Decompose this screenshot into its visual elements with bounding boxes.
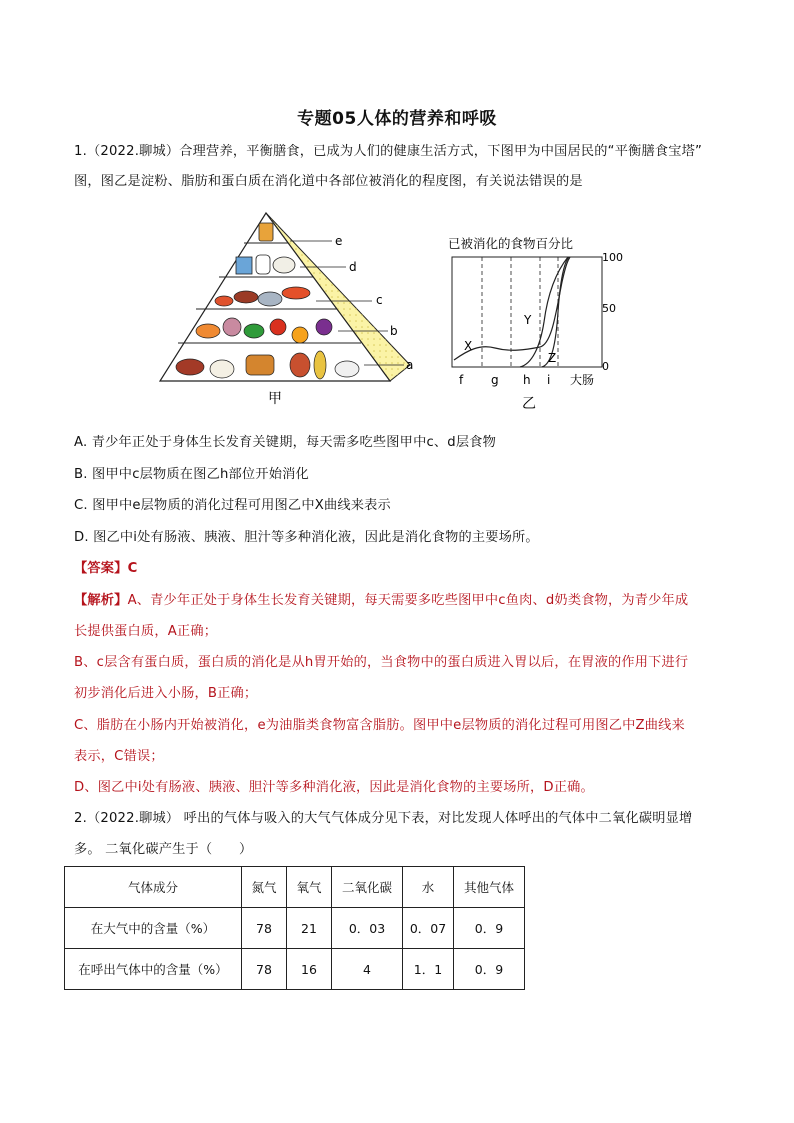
table-header-row — [65, 867, 525, 908]
figure-b-caption: 乙 — [522, 396, 536, 412]
table-header-cell: 二氧化碳 — [332, 867, 403, 908]
table-cell: 在大气中的含量（%） — [65, 908, 242, 949]
y-tick-0: 0 — [602, 360, 609, 373]
q2-stem-line1: 2.（2022.聊城） 呼出的气体与吸入的大气气体成分见下表，对比发现人体呼出的气体中二氧化碳明显增 — [74, 811, 693, 826]
x-tick-h: h — [523, 373, 531, 387]
q1-analysis-line1: 【解析】A、青少年正处于身体生长发育关键期，每天需要多吃些图甲中c鱼肉、d奶类食物，为青少年成 — [74, 593, 689, 608]
table-header-cell: 氧气 — [287, 867, 332, 908]
table-cell: 16 — [287, 949, 332, 990]
digestion-chart-figure — [440, 232, 630, 412]
table-cell: 0．03 — [332, 908, 403, 949]
q1-analysis-line7: D、图乙中i处有肠液、胰液、胆汁等多种消化液，因此是消化食物的主要场所，D正确。 — [74, 780, 594, 795]
pyramid-label-c: c — [376, 293, 383, 307]
q1-option-c: C. 图甲中e层物质的消化过程可用图乙中X曲线来表示 — [74, 498, 391, 513]
table-cell: 0．9 — [454, 908, 525, 949]
table-row — [65, 908, 525, 949]
q2-stem-line2: 多。 二氧化碳产生于（ ） — [74, 842, 253, 857]
q1-stem-line2: 图，图乙是淀粉、脂肪和蛋白质在消化道中各部位被消化的程度图，有关说法错误的是 — [74, 174, 583, 189]
answer-value: C — [127, 561, 138, 576]
analysis-label: 【解析】 — [74, 593, 128, 608]
q1-analysis-line6: 表示，C错误； — [74, 749, 164, 764]
gas-composition-table — [64, 866, 525, 990]
table-cell: 0．9 — [454, 949, 525, 990]
curve-y-label: Y — [524, 313, 532, 327]
q1-analysis-line4: 初步消化后进入小肠，B正确； — [74, 686, 258, 701]
page-title: 专题05人体的营养和呼吸 — [297, 109, 497, 129]
q1-answer — [74, 554, 724, 584]
pyramid-label-b: b — [390, 324, 398, 338]
table-cell: 21 — [287, 908, 332, 949]
q1-analysis-line5: C、脂肪在小肠内开始被消化，e为油脂类食物富含脂肪。图甲中e层物质的消化过程可用图乙中Z曲线来 — [74, 718, 685, 733]
y-tick-50: 50 — [602, 302, 616, 315]
table-header-cell: 氮气 — [242, 867, 287, 908]
figure-a-caption: 甲 — [268, 391, 282, 407]
x-tick-i: i — [547, 373, 551, 387]
q1-analysis-line3: B、c层含有蛋白质，蛋白质的消化是从h胃开始的，当食物中的蛋白质进入胃以后，在胃液的作用下进行 — [74, 655, 689, 670]
y-tick-100: 100 — [602, 251, 623, 264]
table-cell: 4 — [332, 949, 403, 990]
table-header-cell: 水 — [403, 867, 454, 908]
curve-z-label: Z — [548, 351, 557, 365]
table-header-cell: 其他气体 — [454, 867, 525, 908]
curve-x-label: X — [464, 339, 473, 353]
x-tick-g: g — [491, 373, 499, 387]
table-cell: 在呼出气体中的含量（%） — [65, 949, 242, 990]
answer-label: 【答案】 — [74, 561, 128, 576]
q1-analysis-line2: 长提供蛋白质，A正确； — [74, 624, 218, 639]
table-header-cell: 气体成分 — [65, 867, 242, 908]
x-tick-large-intestine: 大肠 — [570, 373, 595, 387]
q1-option-a: A. 青少年正处于身体生长发育关键期，每天需多吃些图甲中c、d层食物 — [74, 435, 497, 450]
table-cell: 1．1 — [403, 949, 454, 990]
table-cell: 78 — [242, 908, 287, 949]
pyramid-label-a: a — [406, 358, 414, 372]
pyramid-label-e: e — [335, 234, 343, 248]
table-cell: 0．07 — [403, 908, 454, 949]
q1-option-b: B. 图甲中c层物质在图乙h部位开始消化 — [74, 467, 309, 482]
pyramid-label-d: d — [349, 260, 357, 274]
q1-stem-line1: 1.（2022.聊城）合理营养，平衡膳食，已成为人们的健康生活方式，下图甲为中国居民的“平衡膳食宝塔” — [74, 144, 703, 159]
table-row — [65, 949, 525, 990]
q1-option-d: D. 图乙中i处有肠液、胰液、胆汁等多种消化液，因此是消化食物的主要场所。 — [74, 530, 539, 545]
x-tick-f: f — [459, 373, 464, 387]
food-pyramid-figure — [150, 205, 430, 410]
table-cell: 78 — [242, 949, 287, 990]
chart-y-title: 已被消化的食物百分比 — [448, 236, 574, 251]
